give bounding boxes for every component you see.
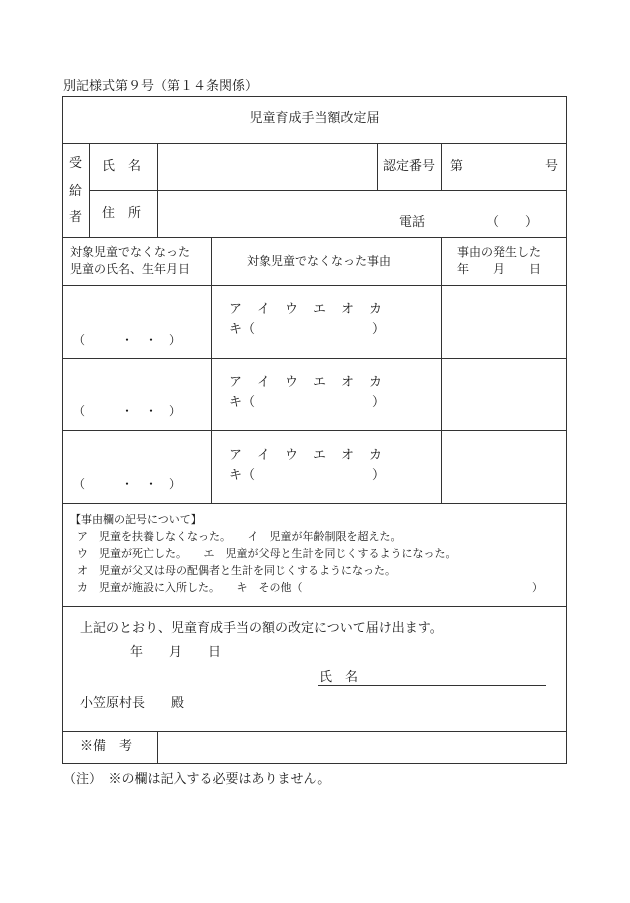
col2-header: 対象児童でなくなった事由 [247, 254, 392, 268]
form-title: 児童育成手当額改定届 [249, 111, 380, 126]
form-number: 別記様式第９号（第１４条関係） [63, 79, 259, 94]
row-child-name-field[interactable] [64, 361, 209, 403]
signature-line[interactable] [318, 685, 546, 686]
legend-close-paren: ） [532, 581, 543, 594]
recipient-label-char: 者 [69, 210, 83, 225]
col3-header-line: 年 月 日 [457, 262, 542, 276]
address-label: 住 所 [102, 206, 142, 221]
row-child-name-field[interactable] [64, 288, 209, 332]
row-reason-other[interactable]: キ（ ） [229, 322, 386, 337]
row-reason-options[interactable]: ア イ ウ エ オ カ [229, 448, 384, 463]
rule-col2-right [441, 237, 442, 503]
row-reason-options[interactable]: ア イ ウ エ オ カ [229, 302, 384, 317]
declaration-date[interactable]: 年 月 日 [130, 645, 222, 660]
rule-name-right [377, 143, 378, 190]
signer-label: 氏 名 [319, 670, 359, 685]
rule-legend-bottom [62, 606, 567, 607]
phone-label: 電話 [399, 215, 426, 230]
legend-line: カ 児童が施設に入所した。 キ その他（ [77, 581, 303, 594]
col3-header-line: 事由の発生した [457, 245, 542, 259]
rule-applicant-bottom [62, 237, 567, 238]
legend-line: オ 児童が父又は母の配偶者と生計を同じくするようになった。 [77, 564, 396, 577]
rule-label-right [157, 143, 158, 237]
rule-table-header-bottom [62, 285, 567, 286]
cert-prefix: 第 [450, 159, 464, 174]
recipient-name-field[interactable] [160, 146, 374, 187]
rule-row2-bottom [62, 430, 567, 431]
phone-paren: （ ） [486, 215, 539, 230]
col1-header-line: 児童の氏名、生年月日 [70, 262, 191, 276]
cert-suffix: 号 [545, 159, 559, 174]
row-occurrence-date-field[interactable] [444, 361, 564, 427]
recipient-label-char: 給 [69, 184, 83, 199]
address-field[interactable] [160, 193, 564, 213]
legend-line: ウ 児童が死亡した。 エ 児童が父母と生計を同じくするようになった。 [77, 547, 457, 560]
row-birthdate: （ ・ ・ ） [73, 333, 182, 347]
row-child-name-field[interactable] [64, 433, 209, 476]
row-reason-other[interactable]: キ（ ） [229, 468, 386, 483]
rule-declaration-bottom [62, 731, 567, 732]
declaration-text: 上記のとおり、児童育成手当の額の改定について届け出ます。 [80, 621, 443, 636]
row-reason-options[interactable]: ア イ ウ エ オ カ [229, 375, 384, 390]
row-occurrence-date-field[interactable] [444, 433, 564, 500]
remarks-label: ※備 考 [80, 739, 133, 754]
legend-line: ア 児童を扶養しなくなった。 イ 児童が年齢制限を超えた。 [77, 530, 402, 543]
rule-remarks-label-right [157, 731, 158, 764]
row-reason-other[interactable]: キ（ ） [229, 395, 386, 410]
cert-number-field[interactable] [465, 148, 541, 186]
footnote: （注） ※の欄は記入する必要はありません。 [63, 772, 331, 787]
name-label: 氏 名 [102, 159, 142, 174]
recipient-label-char: 受 [69, 156, 83, 171]
remarks-field[interactable] [160, 734, 564, 761]
rule-cert-right [441, 143, 442, 190]
rule-name-bottom [89, 190, 567, 191]
rule-row1-bottom [62, 358, 567, 359]
row-occurrence-date-field[interactable] [444, 288, 564, 355]
row-birthdate: （ ・ ・ ） [73, 477, 182, 491]
row-birthdate: （ ・ ・ ） [73, 404, 182, 418]
legend-title: 【事由欄の記号について】 [70, 513, 202, 526]
addressee: 小笠原村長 殿 [80, 696, 185, 711]
rule-recipient-right [89, 143, 90, 237]
cert-number-label: 認定番号 [383, 159, 436, 174]
rule-row3-bottom [62, 503, 567, 504]
col1-header-line: 対象児童でなくなった [70, 245, 191, 259]
rule-col1-right [211, 237, 212, 503]
rule-title-bottom [62, 143, 567, 144]
